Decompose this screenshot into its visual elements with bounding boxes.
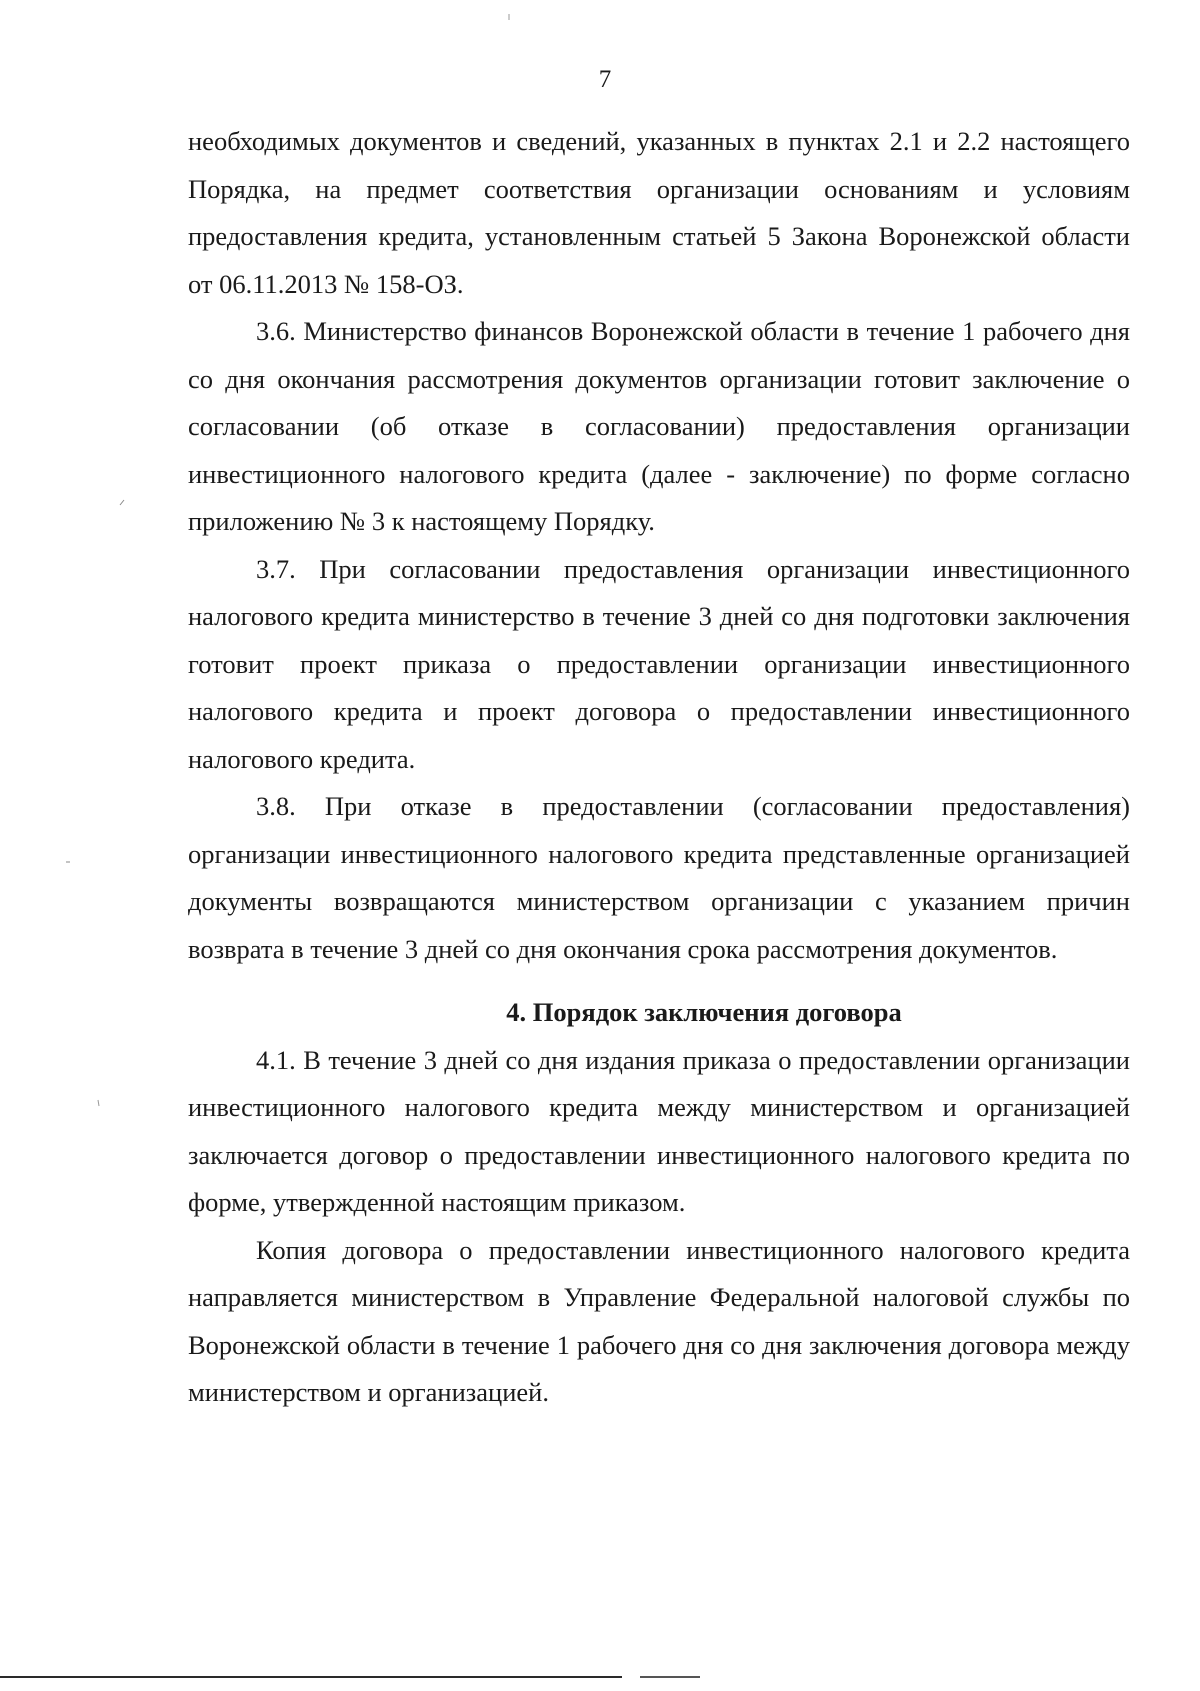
scan-speck <box>98 1100 99 1106</box>
paragraph-3-7: 3.7. При согласовании предоставления организации инвестиционного налогового кредита министерство в течение 3 дней со дня подготовки заключения готовит проект приказа о предоставлении организации инвестиционного налогового кредита и проект договора о предоставлении инвестиционного налогового кредита. <box>188 553 1130 774</box>
section-4-heading: 4. Порядок заключения договора <box>506 997 902 1027</box>
page-number: 7 <box>598 66 612 93</box>
paragraph-4-1-copy: Копия договора о предоставлении инвестиционного налогового кредита направляется министерством в Управление Федеральной налоговой службы по Воронежской области в течение 1 рабочего дня со дня заключения договора между министерством и организацией. <box>188 1234 1130 1407</box>
paragraph-continuation: необходимых документов и сведений, указанных в пунктах 2.1 и 2.2 настоящего Порядка, на предмет соответствия организации основаниям и условиям предоставления кредита, установленным статьей 5 Закона Воронежской области от 06.11.2013 № 158-ОЗ. <box>188 126 1130 299</box>
paragraph-3-8: 3.8. При отказе в предоставлении (согласовании предоставления) организации инвестиционного налогового кредита представленные организацией документы возвращаются министерством организации с указанием причин возврата в течение 3 дней со дня окончания срока рассмотрения документов. <box>188 791 1130 964</box>
paragraph-3-6: 3.6. Министерство финансов Воронежской области в течение 1 рабочего дня со дня окончания рассмотрения документов организации готовит заключение о согласовании (об отказе в согласовании) предоставления организации инвестиционного налогового кредита (далее - заключение) по форме согласно приложению № 3 к настоящему Порядку. <box>188 316 1130 536</box>
bottom-scan-edge <box>0 1676 622 1678</box>
bottom-scan-edge <box>640 1676 700 1678</box>
scan-speck <box>120 500 124 505</box>
paragraph-4-1: 4.1. В течение 3 дней со дня издания приказа о предоставлении организации инвестиционного налогового кредита между министерством и организацией заключается договор о предоставлении инвестиционного налогового кредита по форме, утвержденной настоящим приказом. <box>188 1044 1130 1217</box>
